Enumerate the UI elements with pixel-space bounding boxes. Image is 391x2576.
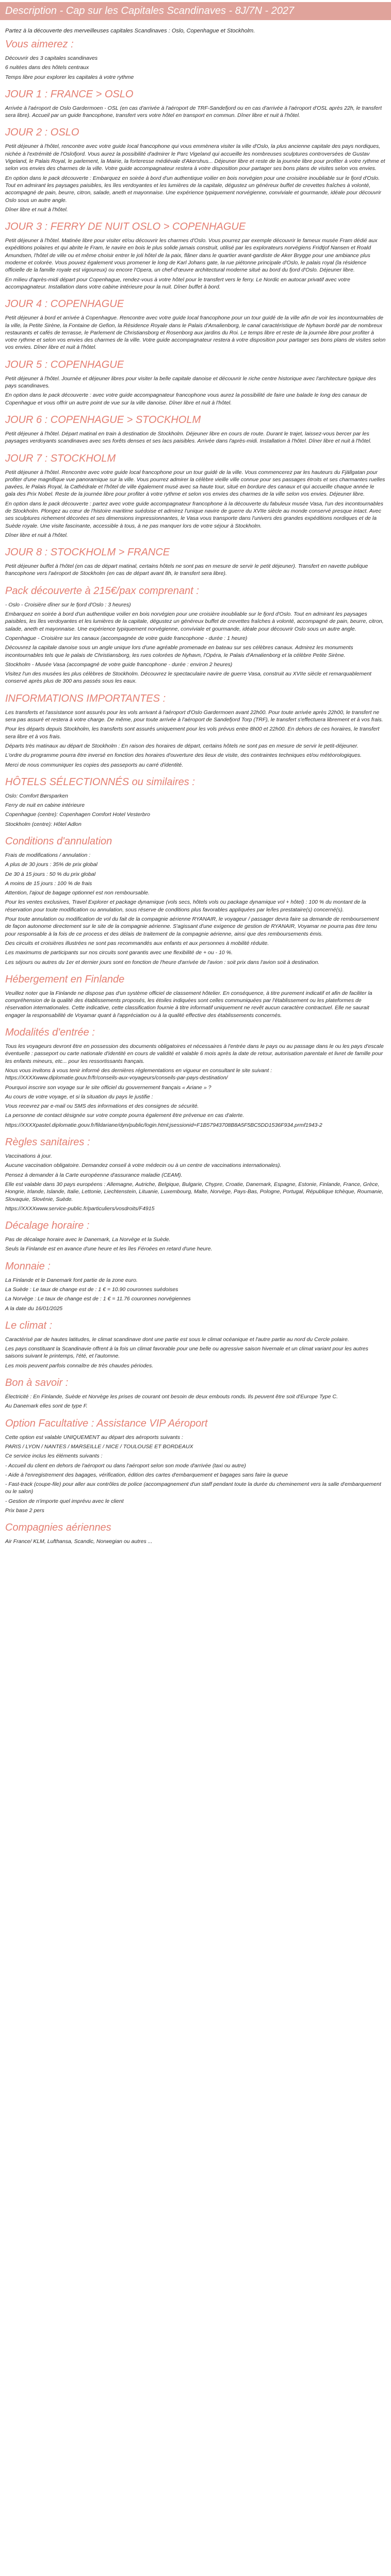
section-title: Bon à savoir :	[5, 1377, 69, 1389]
section-paragraph: Nous vous invitons à vous tenir informé des dernières réglementations en vigueur en consultant le site suivant : https://XXXXwww.diplomatie.gouv.fr/fr/conseils-aux-voyageurs/conseils-par-pays-destination/	[5, 1067, 272, 1081]
section	[0, 1136, 391, 1212]
section-paragraph: Pourquoi inscrire son voyage sur le site officiel du gouvernement français « Ariane » ?	[5, 1084, 211, 1091]
section-title: JOUR 7 : STOCKHOLM	[5, 452, 116, 464]
section	[0, 776, 391, 828]
section	[0, 973, 391, 1019]
section-paragraph: - Aide à l'enregistrement des bagages, vérification, édition des cartes d'embarquement et bagages sans faire la queue	[5, 1471, 288, 1478]
section-title: Compagnies aériennes	[5, 1522, 111, 1534]
section-title: Option Facultative : Assistance VIP Aéroport	[5, 1417, 208, 1429]
section-paragraph: La Norvège : Le taux de change est de : 1 € = 11.76 couronnes norvégiennes	[5, 1296, 191, 1302]
section-paragraph: Copenhague (centre): Copenhagen Comfort Hotel Vesterbro	[5, 811, 150, 818]
section-paragraph: Stockholm - Musée Vasa (accompagné de votre guide francophone - durée : environ 2 heures)	[5, 661, 233, 668]
section-paragraph: Elle est valable dans 30 pays européens : Allemagne, Autriche, Belgique, Bulgarie, Chypre, Croatie, Danemark, Espagne, Estonie, Finlande, France, Grèce, Hongrie, Irlande, Islande, Italie, Lettonie, Liechtenstein, Lituanie, Luxembourg, Malte, Norvège, Pays-Bas, Pologne, Portugal, République tchèque, Roumanie, Slovaquie, Slovénie, Suède.	[5, 1181, 384, 1202]
section-paragraph: Au Danemark elles sont de type F.	[5, 1403, 88, 1410]
section-paragraph: Attention, l'ajout de bagage optionnel est non remboursable.	[5, 890, 150, 896]
section	[0, 1219, 391, 1253]
section-paragraph: 6 nuitées dans des hôtels centraux	[5, 64, 89, 71]
section-paragraph: En milieu d'après-midi départ pour Copenhague, rendez-vous à votre hôtel pour le transfert vers le ferry. Le Nordic en autocar privatif avec votre accompagnateur. Installation dans votre cabine intérieure pour la nuit. Dîner buffet à bord.	[5, 276, 350, 290]
section-title: Décalage horaire :	[5, 1220, 90, 1232]
section-paragraph: Stockholm (centre): Hôtel Adlon	[5, 821, 82, 827]
section	[0, 1417, 391, 1515]
section-paragraph: Pour toute annulation ou modification de vol du fait de la compagnie aérienne RYANAIR, le voyageur / passager devra faire sa demande de remboursement de façon autonome directement sur le site de la compagnie aérienne. S'agissant d'une exigence de gestion de RYANAIR, Voyamar ne pourra pas être tenu pour responsable à la fois de ce process et des délais de traitement de la compagnie aérienne, ainsi que des remboursements émis.	[5, 916, 379, 937]
section-paragraph: Copenhague - Croisière sur les canaux (accompagnée de votre guide francophone - durée : 1 heure)	[5, 635, 248, 641]
section-paragraph: De 30 à 15 jours : 50 % du prix global	[5, 871, 96, 877]
section-title: Conditions d'annulation	[5, 836, 112, 847]
section-paragraph: Temps libre pour explorer les capitales à votre rythme	[5, 74, 134, 80]
section-paragraph: Veuillez noter que la Finlande ne dispose pas d'un système officiel de classement hôtelier. En conséquence, à titre purement indicatif et afin de faciliter la compréhension de la qualité des établissements proposés, les étoiles indiquées sont celles communiquées par l'établissement ou les plateformes de réservation internationales. Cette indicative, cette classification fournie à titre informatif uniquement ne revêt aucun caractère contractuel. Elle ne saurait engager la responsabilité de Voyamar quant à l'appréciation ou à la qualité effective des établissements concernés.	[5, 990, 372, 1019]
section-paragraph: Dîner libre et nuit à l'hôtel.	[5, 206, 68, 213]
section-paragraph: Petit déjeuner à bord et arrivée à Copenhague. Rencontre avec votre guide local francophone pour un tour guidé de la ville afin de voir les incontournables de la ville, la Petite Sirène, la Fontaine de Gefion, la Résidence Royale dans le Palais d'Amalienborg, le canal caractéristique de Nyhavn bordé par de nombreux restaurants et cafés de terrasse, le Parlement de Christiansborg et Rosenborg aux jardins du Roi. Le temps libre et reste de la journée libre pour profiter à votre rythme et selon vos envies des charmes de la ville. Votre guide accompagnateur restera à votre disposition pour partager ses bons plans de visites selon vos envies. Dîner libre et nuit à l'hôtel.	[5, 315, 386, 351]
intro-text: Partez à la découverte des merveilleuses capitales Scandinaves : Oslo, Copenhague et Stockholm.	[5, 28, 255, 34]
section-paragraph: La Suède : Le taux de change est de : 1 € = 10.90 couronnes suédoises	[5, 1286, 178, 1293]
section-paragraph: Petit déjeuner à l'hôtel. Journée et déjeuner libres pour visiter la belle capitale danoise et découvrir le riche centre historique avec l'architecture typique des pays scandinaves.	[5, 375, 377, 389]
section-paragraph: Découvrez la capitale danoise sous un angle unique lors d'une agréable promenade en bateau sur ses célèbres canaux. Admirez les monuments incontournables tels que le palais de Christiansborg, les rues colorées de Nyhavn, l'Opéra, le Palais d'Amalienborg et la célèbre Petite Sirène.	[5, 645, 353, 658]
section	[0, 1026, 391, 1129]
section-paragraph: Petit déjeuner à l'hôtel. Rencontre avec votre guide local francophone pour un tour guidé de la ville. Vous commencerez par les hauteurs du Fjällgatan pour profiter d'une magnifique vue panoramique sur la ville. Vous pourrez admirer la célèbre vieille ville connue pour ses passages étroits et ses charmantes ruelles pavées, le Palais Royal, la Cathédrale et l'hôtel de ville également musé avec sa haute tour, situé en bordure des canaux et qui accueille chaque année le gala des Prix Nobel. Reste de la journée libre pour profiter à votre rythme et selon vos envies des charmes de la ville selon vos envies. Déjeuner libre.	[5, 469, 385, 498]
section-title: JOUR 6 : COPENHAGUE > STOCKHOLM	[5, 414, 201, 426]
section-paragraph: Ferry de nuit en cabine intérieure	[5, 802, 85, 809]
section-paragraph: Les transferts et l'assistance sont assurés pour les vols arrivant à l'aéroport d'Oslo Gardermoen avant 22h00. Pour toute arrivée après 22h00, le transfert ne sera pas assuré et restera à votre charge. De même, pour toute arrivée à l'aéroport de Sandefjord Torp (TRF), le transfert s'effectuera librement et à vos frais.	[5, 709, 383, 723]
section-paragraph: Air France/ KLM, Lufthansa, Scandic, Norwegian ou autres ...	[5, 1538, 153, 1545]
section-paragraph: Caractérisé par de hautes latitudes, le climat scandinave dont une partie est sous le climat océanique et l'autre partie au nord du Cercle polaire.	[5, 1336, 349, 1343]
page	[0, 2, 391, 1563]
section-paragraph: Frais de modifications / annulation :	[5, 852, 91, 858]
section-title: Hébergement en Finlande	[5, 973, 125, 985]
section	[0, 359, 391, 406]
section-paragraph: Pensez à demander à la Carte européenne d'assurance maladie (CEAM).	[5, 1172, 183, 1178]
section-paragraph: - Oslo - Croisière dîner sur le fjord d'Oslo : 3 heures)	[5, 601, 131, 608]
section-paragraph: Des circuits et croisières illustrées ne sont pas recommandés aux enfants et aux personnes à mobilité réduite.	[5, 940, 269, 946]
section	[0, 414, 391, 445]
section-paragraph: https://XXXXpastel.diplomatie.gouv.fr/fildariane/dyn/public/login.html;jsessionid=F1B57943708B8A5F5BC5DD1536F934.prmf1943-2	[5, 1122, 322, 1128]
section-paragraph: L'ordre du programme pourra être inversé en fonction des horaires d'ouverture des lieux de visite, des contraintes techniques et/ou météorologiques.	[5, 752, 362, 759]
section-paragraph: Oslo: Comfort Børsparken	[5, 792, 68, 799]
section-title: JOUR 2 : OSLO	[5, 127, 79, 139]
section-paragraph: A la date du 16/01/2025	[5, 1305, 63, 1312]
section-paragraph: Ce service inclus les éléments suivants :	[5, 1453, 103, 1460]
section-paragraph: Les maximums de participants sur nos circuits sont garantis avec une flexibilité de + ou - 10 %.	[5, 950, 233, 956]
section-title: JOUR 4 : COPENHAGUE	[5, 298, 124, 310]
section-paragraph: Merci de nous communiquer les copies des passeports au carré d'identité.	[5, 761, 184, 768]
section-paragraph: Cette option est valable UNIQUEMENT au départ des aéroports suivants :	[5, 1434, 183, 1440]
section-paragraph: PARIS / LYON / NANTES / MARSEILLE / NICE / TOULOUSE ET BORDEAUX	[5, 1443, 193, 1450]
section-title: JOUR 5 : COPENHAGUE	[5, 359, 124, 370]
section-paragraph: Découvrir des 3 capitales scandinaves	[5, 55, 98, 61]
sections-container	[0, 38, 391, 1546]
section-paragraph: - Accueil du client en dehors de l'aéroport ou dans l'aéroport selon son mode d'arrivée (taxi ou autre)	[5, 1462, 246, 1469]
section-paragraph: Embarquez en soirée à bord d'un authentique voilier en bois norvégien pour une croisière inoubliable sur le fjord d'Oslo. Tout en admirant les paysages paisibles, les îles verdoyantes et les lumières de la capitale, dégustez un généreux buffet de crevettes fraîches à volonté, accompagné de pain, beurre, citron, salade, aneth et mayonnaise. Une expérience typiquement norvégienne, conviviale et gourmande, idéale pour découvrir Oslo sous un autre angle.	[5, 611, 384, 632]
section-title: INFORMATIONS IMPORTANTES :	[5, 692, 166, 704]
section-title: JOUR 8 : STOCKHOLM > FRANCE	[5, 547, 170, 558]
section-paragraph: Les pays constituant la Scandinavie offrent à la fois un climat favorable pour une belle ou agressive saison hivernale et un climat variant pour les autres saisons suivant le printemps, l'été, et l'automne.	[5, 1346, 368, 1360]
section-paragraph: Arrivée à l'aéroport de Oslo Gardermoen - OSL (en cas d'arrivée à l'aéroport de TRF-Sandefjord ou en cas d'arrivée à l'aéroport d'OSL après 22h, le transfert sera libre). Accueil par un guide francophone, transfert vers votre hôtel en transport en commun. Dîner libre et nuit à l'hôtel.	[5, 105, 382, 119]
section-paragraph: La personne de contact désignée sur votre compte pourra également être prévenue en cas d'alerte.	[5, 1112, 245, 1119]
section-paragraph: Électricité : En Finlande, Suède et Norvège les prises de courant ont besoin de deux embouts ronds. Ils peuvent être soit d'Europe Type C.	[5, 1394, 338, 1400]
section-paragraph: Petit déjeuner à l'hôtel. Matinée libre pour visiter et/ou découvrir les charmes d'Oslo. Vous pourrez par exemple découvrir le fameux musée Fram dédié aux expéditions polaires et qui abrite le Fram, le navire en bois le plus solide jamais construit, utilisé par les explorateurs norvégiens Fridtjof Nansen et Roald Amundsen, l'hôtel de ville ou et même choisir entrer le joli hôtel de la paix, flâner dans le quartier avant-gardiste de Aker Brygge pour une ambiance plus moderne et colorée. Vous pouvez également vous promener le long de Karl Johans gate, la rue piétonne principale d'Oslo, le palais royal (la résidence officielle de la famille royale est vigoureux) ou encore l'Opera, un chef-d'œuvre architectural moderne situé au bord du fjord d'Oslo. Déjeuner libre.	[5, 238, 378, 274]
section-title: HÔTELS SÉLECTIONNÉS ou similaires :	[5, 776, 195, 788]
section-paragraph: Seuls la Finlande est en avance d'une heure et les îles Féroées en retard d'une heure.	[5, 1246, 213, 1252]
section	[0, 88, 391, 120]
section-title: Règles sanitaires :	[5, 1137, 90, 1148]
section	[0, 1260, 391, 1312]
section-title: Monnaie :	[5, 1260, 51, 1272]
section-paragraph: Petit déjeuner buffet à l'hôtel (en cas de départ matinal, certains hôtels ne sont pas en mesure de servir le petit déjeuner). Transfert en navette publique francophone vers l'aéroport de Stockholm (en cas de départ avant 8h, le transfert sera libre).	[5, 563, 368, 577]
section-paragraph: https://XXXXwww.service-public.fr/particuliers/vosdroits/F4915	[5, 1205, 155, 1212]
section	[0, 221, 391, 291]
section-paragraph: Les séjours ou autres du 1er et dernier jours sont en fonction de l'heure d'arrivée de l'avion : soit prix dans l'avion soit à destination.	[5, 959, 320, 965]
section	[0, 126, 391, 213]
section	[0, 298, 391, 351]
section-paragraph: Prix base 2 pers	[5, 1507, 44, 1514]
section-paragraph: Aucune vaccination obligatoire. Demandez conseil à votre médecin ou à un centre de vaccinations internationales).	[5, 1162, 282, 1169]
section-paragraph: Dîner libre et nuit à l'hôtel.	[5, 532, 68, 538]
section-paragraph: - Fast-track (coupe-file) pour aller aux contrôles de police (accompagnement d'un staff pendant toute la durée du cheminement vers la salle d'embarquement ou le salon)	[5, 1481, 381, 1495]
section-title: Pack découverte à 215€/pax comprenant :	[5, 585, 199, 597]
section-title: JOUR 3 : FERRY DE NUIT OSLO > COPENHAGUE	[5, 221, 246, 233]
section-paragraph: A plus de 30 jours : 35% de prix global	[5, 861, 97, 868]
section-title: Vous aimerez :	[5, 39, 74, 50]
section-paragraph: La Finlande et le Danemark font partie de la zone euro.	[5, 1277, 138, 1283]
section	[0, 1377, 391, 1410]
section-title: Modalités d'entrée :	[5, 1027, 95, 1039]
section-paragraph: En option dans le pack découverte : avec votre guide accompagnateur francophone vous aurez la possibilité de faire une balade le long des canaux de Copenhague et vous offrir un autre point de vue sur la ville danoise. Dîner libre et nuit à l'hôtel.	[5, 392, 367, 406]
section-paragraph: Pour les ventes exclusives, Travel Explorer et package dynamique (vols secs, hôtels vols ou package dynamique vol + hôtel) : 100 % du montant de la réservation pour toute modification ou annulation, sous réserve de conditions plus favorables appliquées par le/les prestataire(s) concerné(s).	[5, 899, 366, 913]
section-paragraph: Pas de décalage horaire avec le Danemark, La Norvège et la Suède.	[5, 1236, 171, 1243]
section-paragraph: Visitez l'un des musées les plus célèbres de Stockholm. Découvrez le spectaculaire navire de guerre Vasa, construit au XVIIe siècle et remarquablement conservé après plus de 300 ans passés sous les eaux.	[5, 671, 371, 685]
section	[0, 452, 391, 539]
section-paragraph: Petit déjeuner à l'hôtel, rencontre avec votre guide local francophone qui vous emmènera visiter la ville d'Oslo, la plus ancienne capitale des pays nordiques, nichée à l'extrémité de l'Oslofjord. Vous aurez la possibilité d'admirer le Parc Vigeland qui accueille les nombreuses sculptures controversées de Gustav Vigeland, le Palais Royal, le parlement, la Mairie, la forteresse médiévale d'Akershus... Déjeuner libre et reste de la journée libre pour profiter à votre rythme et selon vos envies des charmes de la ville. Votre guide accompagnateur restera à votre disposition pour partager ses bons plans de visites selon vos envies.	[5, 143, 385, 172]
section	[0, 692, 391, 769]
section-paragraph: Vous recevrez par e-mail ou SMS des informations et des consignes de sécurité.	[5, 1103, 199, 1110]
section-paragraph: Vaccinations à jour.	[5, 1153, 52, 1160]
section-paragraph: En option dans le pack découverte : Embarquez en soirée à bord d'un authentique voilier en bois norvégien pour une croisière inoubliable sur le fjord d'Oslo. Tout en admirant les paysages paisibles, les îles verdoyantes et les lumières de la capitale, dégustez un généreux buffet de crevettes fraîches à volonté, accompagné de pain, beurre, citron, salade, aneth et mayonnaise. Une expérience typiquement norvégienne, conviviale et gourmande, idéale pour découvrir Oslo sous un autre angle.	[5, 175, 382, 204]
section-paragraph: A moins de 15 jours : 100 % de frais	[5, 880, 92, 887]
section-paragraph: Tous les voyageurs devront être en possession des documents obligatoires et nécessaires à l'entrée dans le pays ou au passage dans le ou les pays d'escale éventuelle : passeport ou carte nationale d'identité en cours de validité et valable 6 mois après la date de retour, autorisation parentale et livret de famille pour les enfants mineurs, etc... pour les ressortissants français.	[5, 1043, 384, 1064]
section-paragraph: Départs très matinaux au départ de Stockholm : En raison des horaires de départ, certains hôtels ne sont pas en mesure de servir le petit-déjeuner.	[5, 742, 359, 749]
section-title: Le climat :	[5, 1319, 53, 1331]
section	[0, 585, 391, 685]
section	[0, 1319, 391, 1369]
section-paragraph: En option dans le pack découverte : partez avec votre guide accompagnateur francophone à la découverte du fabuleux musée Vasa, l'un des incontournables de Stockholm. Plongez au cœur de l'histoire maritime suédoise et admirez l'unique navire de guerre du XVIIe siècle au monde conservé presque intact. Avec ses sculptures richement décorées et ses dimensions impressionnantes, le Vasa vous transporte dans l'univers des grandes expéditions nordiques et de la Suède royale. Une visite fascinante, accessible à tous, à ne pas manquer lors de votre séjour à Stockholm.	[5, 500, 384, 529]
section-title: JOUR 1 : FRANCE > OSLO	[5, 88, 134, 100]
section	[0, 1521, 391, 1545]
section	[0, 38, 391, 81]
page-banner: Description - Cap sur les Capitales Scandinaves - 8J/7N - 2027	[0, 2, 391, 20]
section	[0, 835, 391, 966]
section-paragraph: Pour les départs depuis Stockholm, les transferts sont assurés uniquement pour les vols prévus entre 8h00 et 22h00. En dehors de ces horaires, le transfert sera libre et à vos frais.	[5, 726, 380, 740]
section-paragraph: Au cours de votre voyage, et si la situation du pays le justifie :	[5, 1093, 153, 1100]
section-paragraph: Les mois peuvent parfois connaître de très chaudes périodes.	[5, 1362, 154, 1369]
section-paragraph: - Gestion de n'importe quel imprévu avec le client	[5, 1498, 124, 1504]
section	[0, 546, 391, 578]
section-paragraph: Petit déjeuner à l'hôtel. Départ matinal en train à destination de Stockholm. Déjeuner libre en cours de route. Durant le trajet, laissez-vous bercer par les paysages verdoyants scandinaves avec ses forêts denses et ses lacs paisibles. Arrivée dans l'après-midi. Installation à l'hôtel. Dîner libre et nuit à l'hôtel.	[5, 430, 372, 445]
